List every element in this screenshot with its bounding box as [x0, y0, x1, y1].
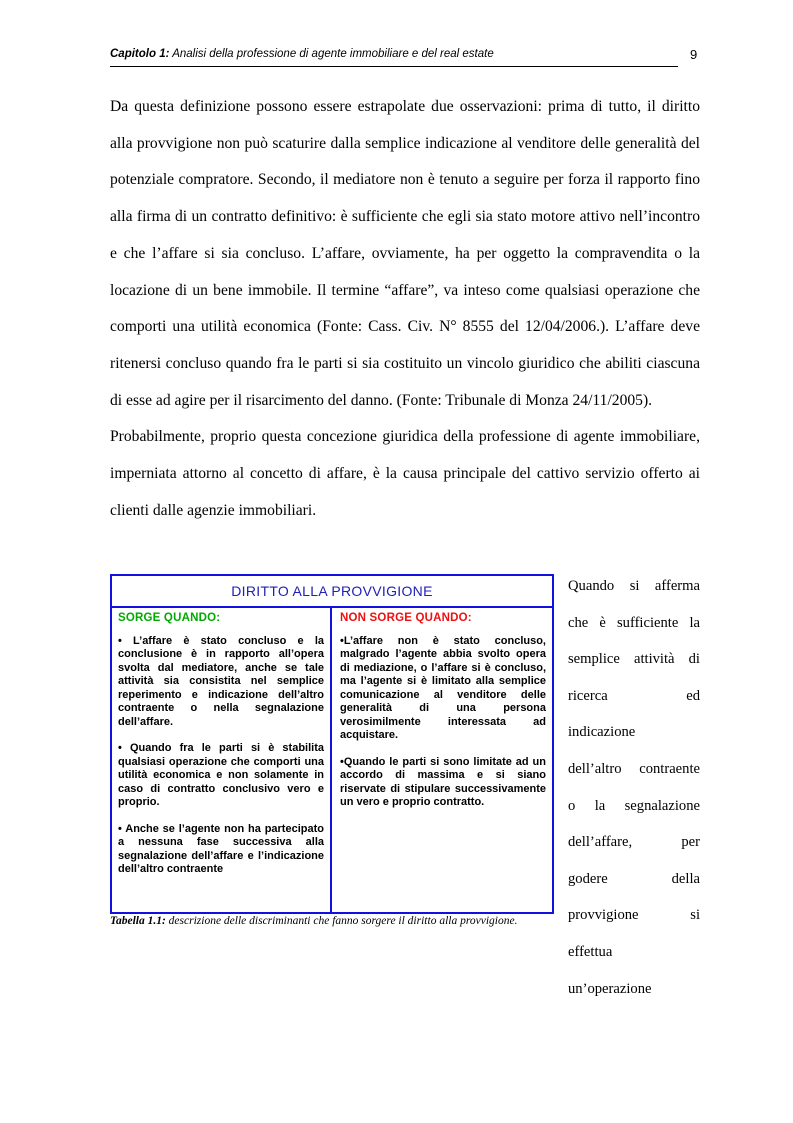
side-word: contraente	[639, 760, 700, 777]
side-word: dell’altro	[568, 760, 622, 777]
caption-text: descrizione delle discriminanti che fanno sorgere il diritto alla provvigione.	[165, 915, 518, 927]
non-sorge-column	[334, 608, 552, 912]
sorge-header: SORGE QUANDO:	[118, 612, 221, 624]
side-word: provvigione	[568, 907, 639, 924]
side-word: segnalazione	[624, 797, 700, 814]
table-caption	[110, 914, 554, 929]
side-word: indicazione	[568, 724, 636, 741]
side-line	[568, 714, 700, 751]
non-sorge-header: NON SORGE QUANDO:	[340, 612, 472, 624]
side-line	[568, 641, 700, 678]
side-word: effettua	[568, 943, 613, 960]
side-line	[568, 971, 700, 1008]
side-line	[568, 934, 700, 971]
side-word: si	[629, 578, 640, 594]
provvigione-table	[110, 574, 554, 914]
table-title: DIRITTO ALLA PROVVIGIONE	[112, 576, 552, 608]
side-word: la	[594, 797, 606, 814]
non-sorge-item: •L’affare non è stato concluso, malgrado l’agente abbia svolto opera di mediazione, o l’affare si è concluso, ma l’agente si è limitato alla semplice comunicazione al venditore delle generalità di una persona verosimilmente interessata ad acquistare.	[340, 634, 546, 741]
side-word: afferma	[654, 578, 700, 594]
side-word: godere	[568, 870, 608, 887]
caption-label: Tabella 1.1:	[110, 915, 166, 927]
side-line	[568, 824, 700, 861]
side-word: Quando	[568, 578, 615, 594]
side-word: o	[568, 797, 576, 814]
side-line	[568, 568, 700, 605]
side-word: si	[690, 907, 700, 924]
side-line	[568, 897, 700, 934]
side-line	[568, 861, 700, 898]
paragraph: Da questa definizione possono essere estrapolate due osservazioni: prima di tutto, il diritto alla provvigione non può scaturire dalla semplice indicazione al venditore delle generalità del potenziale compratore. Secondo, il mediatore non è tenuto a seguire per forza il rapporto fino alla firma di un contratto definitivo: è sufficiente che egli sia stato motore attivo nell’incontro e che l’affare si sia concluso. L’affare, ovviamente, ha per oggetto la compravendita o la locazione di un bene immobile. Il termine “affare”, va inteso come qualsiasi operazione che comporti una utilità economica (Fonte: Cass. Civ. N° 8555 del 12/04/2006.). L’affare deve ritenersi concluso quando fra le parti si sia costituito un vincolo giuridico che abiliti ciascuna di esse ad agire per il risarcimento del danno. (Fonte: Tribunale di Monza 24/11/2005).	[110, 98, 700, 409]
side-word: di	[688, 651, 700, 668]
running-header	[110, 46, 678, 67]
side-word: ricerca	[568, 687, 608, 704]
table-columns	[112, 608, 552, 912]
side-word: per	[681, 834, 700, 851]
side-word: della	[671, 870, 700, 887]
side-line	[568, 605, 700, 642]
side-word: attività	[633, 651, 675, 668]
side-word: semplice	[568, 651, 620, 668]
side-line	[568, 678, 700, 715]
side-word: dell’affare,	[568, 834, 633, 851]
page-number: 9	[690, 47, 698, 62]
side-word: ed	[686, 687, 700, 704]
side-word: è	[599, 614, 606, 631]
header-title	[110, 48, 494, 60]
side-line	[568, 788, 700, 825]
side-word: sufficiente	[617, 614, 679, 631]
non-sorge-item: •Quando le parti si sono limitate ad un accordo di massima e si siano riservate di stipulare successivamente un vero e proprio contratto.	[340, 755, 546, 808]
sorge-item: • Quando fra le parti si è stabilita qualsiasi operazione che comporti una utilità economica e non solamente in caso di contratto conclusivo vero e proprio.	[118, 742, 324, 808]
side-word: un’operazione	[568, 980, 652, 997]
sorge-item: • Anche se l’agente non ha partecipato a nessuna fase successiva alla segnalazione dell’affare e l’indicazione dell’altro contraente	[118, 822, 324, 875]
chapter-label: Capitolo 1:	[110, 48, 170, 60]
sorge-item: • L’affare è stato concluso e la conclusione è in rapporto all’opera svolta dal mediatore, anche se tale attività sia consistita nel semplice reperimento e indicazione dell’altro contraente o nella segnalazione dell’affare.	[118, 634, 324, 728]
side-word: la	[689, 614, 700, 631]
side-line	[568, 751, 700, 788]
chapter-title: Analisi della professione di agente immobiliare e del real estate	[169, 48, 494, 60]
sorge-column	[112, 608, 332, 912]
side-paragraph	[568, 568, 700, 1007]
paragraph: Probabilmente, proprio questa concezione giuridica della professione di agente immobiliare, imperniata attorno al concetto di affare, è la causa principale del cattivo servizio offerto ai clienti dalle agenzie immobiliari.	[110, 428, 700, 519]
body-text	[110, 89, 700, 529]
side-word: che	[568, 614, 589, 631]
